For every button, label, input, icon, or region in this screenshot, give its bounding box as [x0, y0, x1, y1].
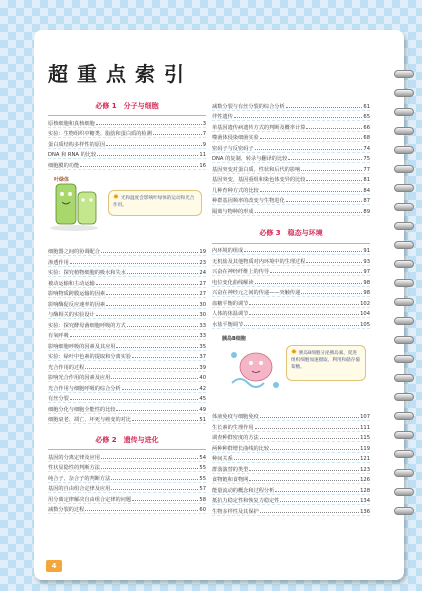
leader-dots [234, 459, 359, 460]
index-entry[interactable] [212, 132, 370, 143]
leader-dots [132, 357, 198, 358]
entry-title: 有氧呼吸 [48, 333, 69, 339]
entry-page-number: 45 [199, 396, 206, 402]
binder-ring [394, 127, 414, 135]
section-entries-bixiu3 [212, 245, 370, 329]
leader-dots [249, 470, 359, 471]
section-entries-bixiu1 [48, 117, 206, 170]
leader-dots [106, 305, 198, 306]
index-entry[interactable] [48, 256, 206, 267]
index-entry[interactable] [212, 453, 370, 464]
entry-title: 群落演替的类型 [212, 466, 249, 473]
index-entry[interactable] [48, 246, 206, 257]
entry-page-number: 19 [199, 249, 206, 255]
entry-page-number: 9 [202, 141, 206, 148]
entry-page-number: 119 [360, 445, 370, 452]
section-heading-bixiu2: 必修 2 遗传与进化 [48, 430, 206, 450]
leader-dots [260, 438, 359, 439]
binder-ring [394, 450, 414, 458]
index-entry[interactable] [212, 205, 370, 216]
entry-title: 蛋白质结构多样性的原因 [48, 141, 106, 148]
binder-ring [394, 374, 414, 382]
entry-title: 隔离与物种的形成 [212, 208, 254, 215]
leader-dots [255, 428, 360, 429]
leader-dots [249, 480, 359, 481]
entry-page-number: 84 [363, 187, 370, 194]
entry-title: 细胞膜的功能 [48, 162, 80, 169]
leader-dots [70, 263, 199, 264]
index-entry[interactable] [212, 432, 370, 443]
index-entry[interactable] [212, 474, 370, 485]
illustration-islet-cell [212, 333, 370, 401]
binder-ring [394, 298, 414, 306]
leader-dots [153, 134, 202, 135]
leader-dots [249, 304, 359, 305]
binder-ring [394, 203, 414, 211]
binder-ring [394, 469, 414, 477]
index-entry[interactable] [212, 495, 370, 506]
leader-dots [306, 262, 362, 263]
entry-title: 被动运输和主动运输 [48, 280, 95, 287]
index-entry[interactable] [48, 493, 206, 504]
leader-dots [234, 117, 363, 118]
entry-title: 影响细胞呼吸的因素及其应用 [48, 343, 116, 350]
index-entry[interactable] [48, 267, 206, 278]
star-icon: ✸ [291, 347, 297, 356]
entry-title: 生物多样性及其保护 [212, 508, 259, 515]
index-entry[interactable] [48, 403, 206, 414]
index-entry[interactable] [48, 414, 206, 425]
leader-dots [96, 124, 202, 125]
index-entry[interactable] [48, 159, 206, 170]
leader-dots [280, 501, 359, 502]
entry-page-number: 57 [199, 486, 206, 492]
index-entry[interactable] [48, 382, 206, 393]
index-entry[interactable] [48, 372, 206, 383]
leader-dots [249, 314, 359, 315]
leader-dots [286, 107, 363, 108]
index-entry[interactable] [212, 163, 370, 174]
leader-dots [260, 138, 363, 139]
entry-title: 血糖平衡的调节 [212, 300, 249, 307]
tree-label: 叶绿体 [54, 176, 70, 183]
entry-title: 与酶相关的实验设计 [48, 312, 95, 318]
leader-dots [80, 166, 198, 167]
leader-dots [96, 315, 199, 316]
leader-dots [101, 252, 199, 253]
index-entry[interactable] [48, 117, 206, 128]
leader-dots [111, 479, 198, 480]
leader-dots [301, 293, 362, 294]
index-entry[interactable] [48, 393, 206, 404]
leader-dots [101, 458, 199, 459]
binder-ring [394, 165, 414, 173]
entry-page-number: 16 [199, 162, 206, 169]
leader-dots [70, 336, 199, 337]
entry-page-number: 27 [199, 291, 206, 297]
entry-title: 影响物质跨膜运输的因素 [48, 291, 106, 297]
index-entry[interactable] [48, 288, 206, 299]
illustration-label: 胰岛B细胞 [222, 335, 246, 342]
entry-page-number: 54 [199, 454, 206, 461]
index-entry[interactable] [48, 451, 206, 462]
entry-title: 食物链和食物网 [212, 477, 249, 483]
entry-page-number: 136 [360, 508, 370, 515]
page-title: 超重点索引 [48, 62, 193, 86]
index-entry[interactable] [48, 361, 206, 372]
entry-page-number: 55 [199, 475, 206, 482]
entry-page-number: 3 [202, 120, 206, 127]
entry-title: 减数分裂与有丝分裂的综合分析 [212, 103, 285, 110]
entry-title: 减数分裂的过程 [48, 507, 85, 513]
binder-ring [394, 184, 414, 192]
entry-page-number: 98 [363, 279, 370, 286]
right-column [212, 100, 370, 516]
illustration-note-2: ✸ 胰岛B细胞分泌胰岛素，促进组织细胞加速摄取、利用和储存葡萄糖。 [286, 345, 366, 381]
index-entry[interactable] [212, 153, 370, 164]
entry-page-number: 24 [199, 270, 206, 276]
index-entry[interactable] [212, 255, 370, 266]
entry-page-number: 27 [199, 280, 206, 287]
entry-page-number: 104 [360, 311, 370, 317]
entry-page-number: 105 [360, 321, 370, 328]
illustration-chloroplast [48, 174, 206, 236]
star-icon: ✸ [113, 192, 119, 201]
binder-ring [394, 146, 414, 154]
entry-page-number: 102 [360, 300, 370, 307]
leader-dots [111, 489, 198, 490]
entry-title: 基因的自由组合定律及应用 [48, 486, 111, 492]
index-entry[interactable] [212, 276, 370, 287]
entry-page-number: 121 [360, 456, 370, 462]
entry-page-number: 61 [363, 103, 370, 110]
section-entries-bixiu2 [48, 451, 206, 514]
index-entry[interactable] [212, 442, 370, 453]
entry-page-number: 98 [363, 290, 370, 296]
entry-title: 种间关系 [212, 456, 233, 462]
entry-title: 细胞器之间的协调配合 [48, 249, 100, 255]
entry-title: 密码子与反密码子 [212, 145, 254, 152]
index-entry[interactable] [212, 266, 370, 277]
leader-dots [116, 347, 198, 348]
entry-page-number: 37 [199, 354, 206, 360]
index-entry[interactable] [48, 504, 206, 515]
section-entries-bixiu3-more [212, 411, 370, 516]
entry-page-number: 77 [363, 166, 370, 173]
entry-page-number: 97 [363, 269, 370, 275]
entry-title: 噬菌体侵染细菌实验 [212, 135, 259, 141]
entry-page-number: 93 [363, 258, 370, 265]
section-entries-bixiu2-cont [212, 100, 370, 216]
binder-ring [394, 279, 414, 287]
entry-title: 无机盐及其他物质对内环境中的生理过程 [212, 258, 306, 265]
leader-dots [106, 294, 198, 295]
leader-dots [106, 145, 202, 146]
entry-page-number: 89 [363, 208, 370, 215]
entry-page-number: 128 [360, 487, 370, 494]
index-entry[interactable] [212, 174, 370, 185]
entry-title: 单基因遗传病遗传方式的判断及概率计算 [212, 124, 306, 131]
entry-page-number: 111 [360, 424, 370, 431]
binder-ring [394, 317, 414, 325]
entry-title: 纯合子、杂合子的判断方法 [48, 475, 111, 482]
index-entry[interactable] [212, 245, 370, 256]
index-entry[interactable] [48, 472, 206, 483]
entry-page-number: 35 [199, 343, 206, 350]
entry-title: 兴奋在神经纤维上的传导 [212, 269, 270, 275]
index-entry[interactable] [48, 149, 206, 160]
leader-dots [260, 191, 363, 192]
entry-title: 性状显隐性的判断方法 [48, 465, 100, 471]
index-entry[interactable] [212, 121, 370, 132]
index-entry[interactable] [48, 138, 206, 149]
entry-title: 实验：生物组织中糖类、脂肪和蛋白质的检测 [48, 131, 152, 137]
entry-title: 渗透作用 [48, 259, 69, 266]
binder-ring [394, 355, 414, 363]
leader-dots [260, 417, 359, 418]
index-entry[interactable] [48, 330, 206, 341]
leader-dots [286, 201, 363, 202]
index-entry[interactable] [48, 298, 206, 309]
entry-page-number: 74 [363, 145, 370, 152]
binder-ring [394, 393, 414, 401]
leader-dots [127, 273, 199, 274]
index-entry[interactable] [212, 484, 370, 495]
leader-dots [255, 149, 363, 150]
binder-ring [394, 260, 414, 268]
entry-title: 基因的分离定律及应用 [48, 454, 100, 461]
entry-title: 基因突变对蛋白质、性状和后代的影响 [212, 166, 301, 173]
index-entry[interactable] [48, 128, 206, 139]
entry-title: 人体的体温调节 [212, 311, 249, 317]
leader-dots [85, 510, 198, 511]
entry-title: 抵抗力稳定性和恢复力稳定性 [212, 498, 280, 504]
entry-page-number: 40 [199, 375, 206, 381]
entry-title: 影响酶促反应速率的因素 [48, 301, 106, 308]
entry-title: 基因突变、基因重组和染色体变异的比较 [212, 177, 306, 183]
binder-ring [394, 507, 414, 515]
binder-ring [394, 89, 414, 97]
entry-title: 有丝分裂 [48, 396, 69, 402]
leader-dots [288, 159, 362, 160]
index-entry[interactable] [212, 318, 370, 329]
entry-title: 水盐平衡调节 [212, 321, 244, 328]
index-entry[interactable] [212, 297, 370, 308]
entry-title: 几种育种方式的比较 [212, 187, 259, 194]
entry-page-number: 60 [199, 507, 206, 513]
entry-title: 细胞衰老、凋亡、坏死与癌变的对比 [48, 417, 132, 423]
leader-dots [270, 272, 362, 273]
leader-dots [244, 251, 362, 252]
index-entry[interactable] [212, 463, 370, 474]
index-entry[interactable] [48, 309, 206, 320]
entry-title: 体液免疫与细胞免疫 [212, 414, 259, 420]
entry-page-number: 30 [199, 301, 206, 308]
leader-dots [260, 512, 359, 513]
leader-dots [306, 180, 362, 181]
entry-page-number: 65 [363, 114, 370, 120]
entry-page-number: 23 [199, 259, 206, 266]
page-number: 4 [46, 560, 62, 572]
entry-title: DNA 和 RNA 的比较 [48, 152, 97, 158]
entry-title: 原核细胞和真核细胞 [48, 120, 95, 127]
binder-ring [394, 108, 414, 116]
left-column [48, 96, 206, 514]
entry-page-number: 7 [202, 131, 206, 137]
entry-page-number: 58 [199, 496, 206, 503]
section-heading-bixiu1: 必修 1 分子与细胞 [48, 96, 206, 116]
index-entry[interactable] [212, 411, 370, 422]
entry-title: DNA 的复制、转录与翻译的比较 [212, 156, 288, 162]
entry-page-number: 134 [360, 498, 370, 504]
entry-page-number: 33 [199, 322, 206, 329]
entry-title: 细胞分化与细胞全能性的比较 [48, 406, 116, 413]
leader-dots [122, 389, 199, 390]
entry-title: 实验：绿叶中色素的提取和分离实验 [48, 354, 132, 360]
entry-title: 电位变化曲线解读 [212, 279, 254, 286]
leader-dots [255, 283, 363, 284]
leader-dots [132, 500, 198, 501]
leader-dots [127, 326, 199, 327]
entry-title: 兴奋在神经元之间的传递——突触传递 [212, 290, 301, 296]
entry-title: 光合作用与细胞呼吸的综合分析 [48, 385, 121, 392]
binder-ring [394, 488, 414, 496]
entry-page-number: 115 [360, 435, 370, 441]
entry-title: 光合作用的过程 [48, 364, 85, 371]
entry-title: 内环境的组成 [212, 248, 244, 254]
index-entry[interactable] [48, 340, 206, 351]
index-entry[interactable] [212, 287, 370, 298]
binder-rings [394, 70, 416, 570]
entry-title: 生长素的生理作用 [212, 424, 254, 431]
leader-dots [116, 410, 198, 411]
entry-page-number: 68 [363, 135, 370, 141]
leader-dots [97, 155, 198, 156]
binder-ring [394, 241, 414, 249]
index-entry[interactable] [48, 319, 206, 330]
index-entry[interactable] [48, 351, 206, 362]
entry-page-number: 107 [360, 414, 370, 420]
binder-ring [394, 431, 414, 439]
entry-page-number: 30 [199, 312, 206, 318]
entry-title: 伴性遗传 [212, 114, 233, 120]
entry-title: 实验：探究植物细胞的吸水和失水 [48, 270, 126, 276]
section-entries-bixiu1-more [48, 246, 206, 425]
leader-dots [96, 284, 199, 285]
index-entry[interactable] [212, 505, 370, 516]
entry-title: 种群基因频率的改变与生物进化 [212, 198, 285, 204]
leader-dots [101, 468, 199, 469]
leader-dots [270, 449, 359, 450]
index-entry[interactable] [212, 195, 370, 206]
section-heading-bixiu3: 必修 3 稳态与环境 [212, 224, 370, 244]
entry-page-number: 42 [199, 385, 206, 392]
entry-page-number: 66 [363, 124, 370, 131]
leader-dots [306, 128, 362, 129]
entry-title: 两种种群增长曲线的比较 [212, 445, 270, 452]
illustration-note: ✸ 光和温度会影响叶绿体的运动和光合作用。 [108, 190, 202, 216]
entry-page-number: 51 [199, 417, 206, 423]
leader-dots [70, 399, 199, 400]
entry-page-number: 39 [199, 364, 206, 371]
index-entry[interactable] [212, 111, 370, 122]
entry-page-number: 11 [199, 152, 206, 158]
leader-dots [85, 368, 198, 369]
entry-page-number: 126 [360, 477, 370, 483]
entry-title: 用分离定律解决自由组合定律的问题 [48, 496, 132, 503]
leader-dots [244, 325, 359, 326]
index-page [34, 30, 404, 580]
index-entry[interactable] [48, 462, 206, 473]
index-entry[interactable] [212, 100, 370, 111]
index-entry[interactable] [48, 277, 206, 288]
entry-page-number: 55 [199, 465, 206, 471]
entry-page-number: 91 [363, 248, 370, 254]
entry-page-number: 123 [360, 466, 370, 473]
leader-dots [255, 212, 363, 213]
index-entry[interactable] [212, 142, 370, 153]
entry-title: 实验：探究酵母菌细胞呼吸的方式 [48, 322, 126, 329]
index-entry[interactable] [212, 184, 370, 195]
entry-title: 调查种群密度的方法 [212, 435, 259, 441]
leader-dots [132, 420, 198, 421]
index-entry[interactable] [212, 421, 370, 432]
binder-ring [394, 336, 414, 344]
index-entry[interactable] [48, 483, 206, 494]
binder-ring [394, 70, 414, 78]
binder-ring [394, 412, 414, 420]
index-entry[interactable] [212, 308, 370, 319]
entry-title: 能量流动的概念和过程分析 [212, 487, 275, 494]
entry-page-number: 75 [363, 156, 370, 162]
entry-page-number: 49 [199, 406, 206, 413]
leader-dots [111, 378, 198, 379]
leader-dots [275, 491, 359, 492]
entry-title: 影响光合作用的因素及应用 [48, 375, 111, 381]
entry-page-number: 87 [363, 198, 370, 204]
leader-dots [301, 170, 362, 171]
entry-page-number: 81 [363, 177, 370, 183]
entry-page-number: 33 [199, 333, 206, 339]
binder-ring [394, 222, 414, 230]
